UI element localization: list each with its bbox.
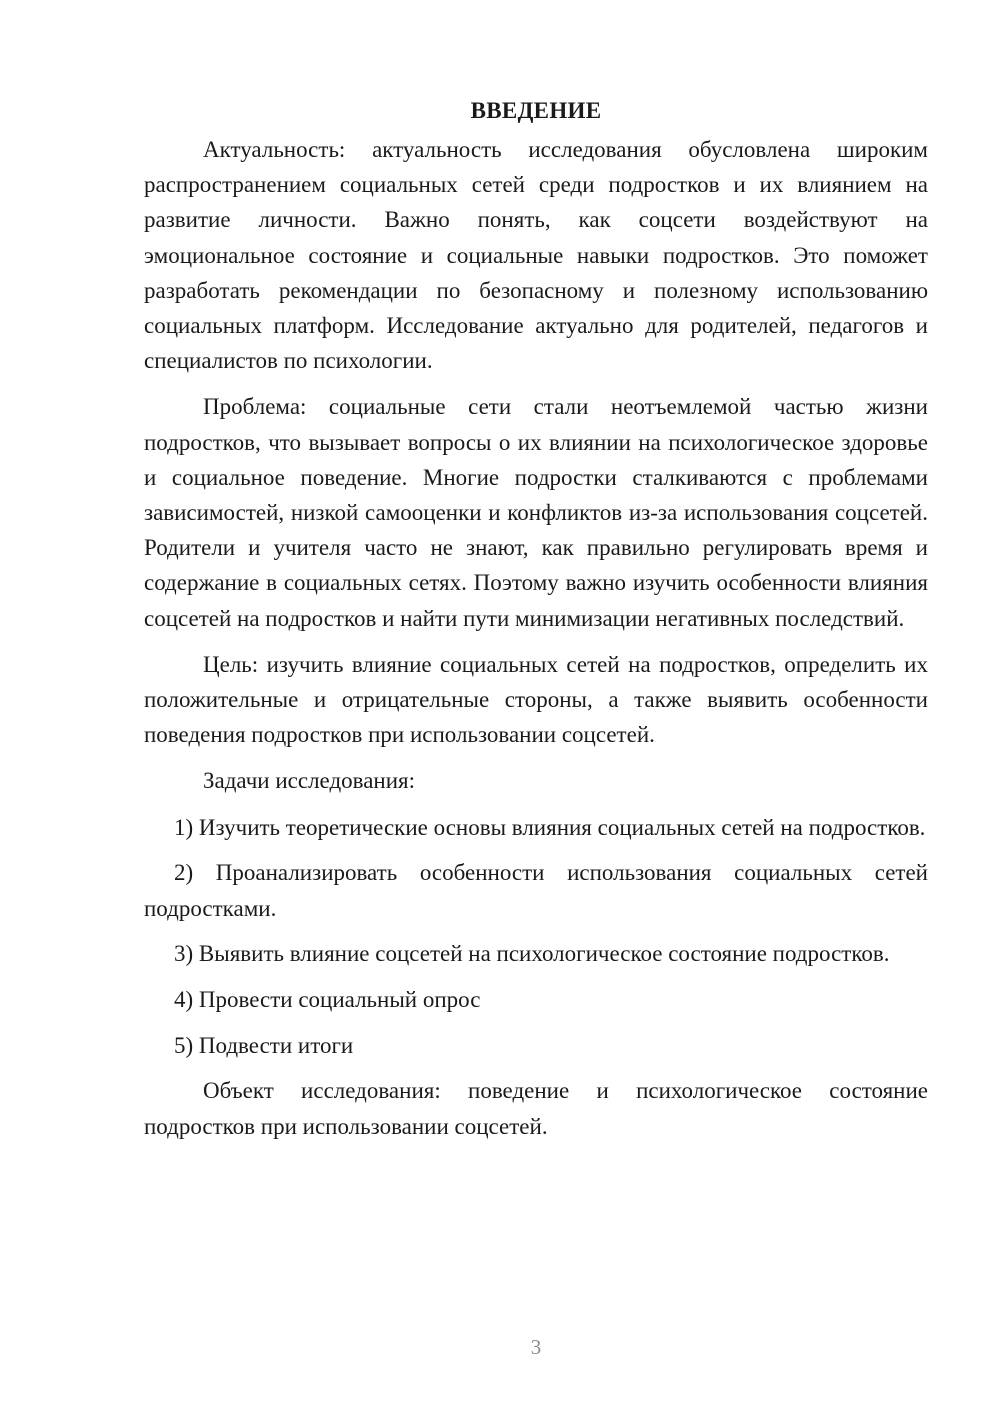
paragraph-tasks-title: Задачи исследования: — [203, 768, 416, 794]
paragraph-goal: Цель: изучить влияние социальных сетей на подростков, определить их положительные и отрицательные стороны, а также выявить особенности поведения подростков при использовании соцсетей. — [144, 651, 928, 748]
paragraph-problem: Проблема: социальные сети стали неотъемлемой частью жизни подростков, что вызывает вопросы о их влиянии на психологическое здоровье и социальное поведение. Многие подростки сталкиваются с проблемами зависимостей, низкой самооценки и конфликтов из-за использования соцсетей. Родители и учителя часто не знают, как правильно регулировать время и содержание в социальных сетях. Поэтому важно изучить особенности влияния соцсетей на подростков и найти пути минимизации негативных последствий. — [144, 394, 928, 631]
document-page — [144, 94, 928, 1155]
task-item: 2) Проанализировать особенности использования социальных сетей подростками. — [144, 860, 928, 921]
paragraph-relevance: Актуальность: актуальность исследования обусловлена широким распространением социальных сетей среди подростков и их влиянием на развитие личности. Важно понять, как соцсети воздействуют на эмоциональное состояние и социальные навыки подростков. Это поможет разработать рекомендации по безопасному и полезному использованию социальных платформ. Исследование актуально для родителей, педагогов и специалистов по психологии. — [144, 137, 928, 374]
task-list — [144, 810, 928, 1063]
paragraph-object: Объект исследования: поведение и психологическое состояние подростков при использовании соцсетей. — [144, 1078, 928, 1139]
task-item: 5) Подвести итоги — [174, 1032, 354, 1058]
section-heading: ВВЕДЕНИЕ — [470, 98, 602, 123]
page-number: 3 — [530, 1335, 542, 1359]
task-item: 3) Выявить влияние соцсетей на психологическое состояние подростков. — [174, 941, 890, 967]
task-item: 4) Провести социальный опрос — [174, 986, 481, 1012]
task-item: 1) Изучить теоретические основы влияния социальных сетей на подростков. — [174, 814, 926, 840]
